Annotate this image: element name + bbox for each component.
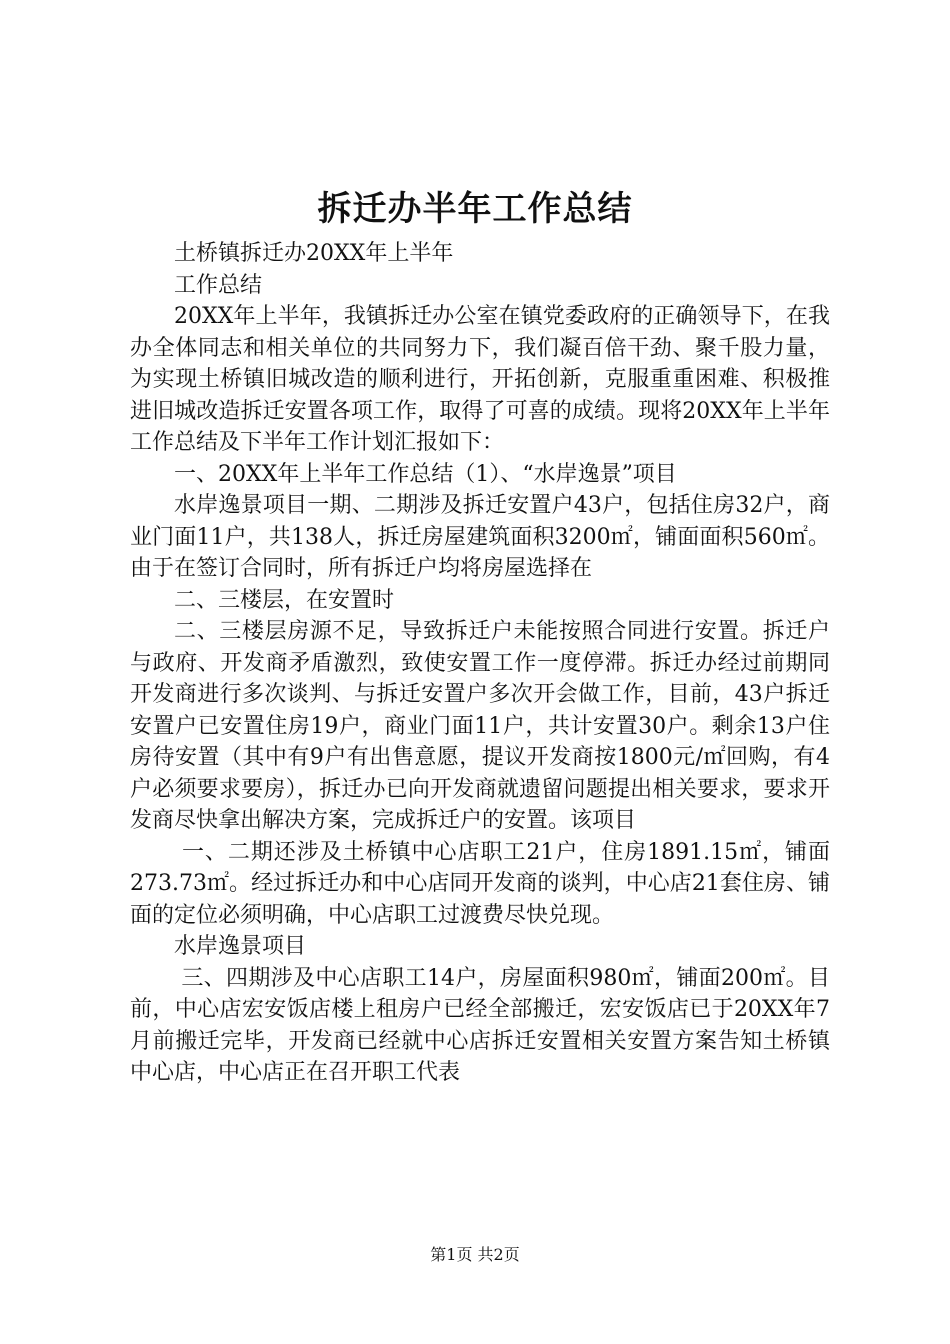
document-title: 拆迁办半年工作总结 [317,189,633,229]
document-body [130,238,830,1089]
paragraph: 水岸逸景项目 [174,934,307,959]
paragraph: 二、三楼层房源不足，导致拆迁户未能按照合同进行安置。拆迁户与政府、开发商矛盾激烈，致使安置工作一度停滞。拆迁办经过前期同开发商进行多次谈判、与拆迁安置户多次开会做工作，目前，43户拆迁安置户已安置住房19户，商业门面11户，共计安置30户。剩余13户住房待安置（其中有9户有出售意愿，提议开发商按1800元/㎡回购，有4户必须要求要房），拆迁办已向开发商就遗留问题提出相关要求，要求开发商尽快拿出解决方案，完成拆迁户的安置。该项目 [130,619,830,833]
paragraph: 二、三楼层，在安置时 [174,587,395,613]
paragraph: 水岸逸景项目一期、二期涉及拆迁安置户43户，包括住房32户，商业门面11户，共138人，拆迁房屋建筑面积3200㎡，铺面面积560㎡。由于在签订合同时，所有拆迁户均将房屋选择在 [130,493,830,581]
paragraph: 一、20XX年上半年工作总结（1）、“水岸逸景”项目 [174,461,677,487]
page-footer: 第1页 共2页 [430,1245,520,1264]
paragraph: 土桥镇拆迁办20XX年上半年 [174,241,454,266]
paragraph: 20XX年上半年，我镇拆迁办公室在镇党委政府的正确领导下，在我办全体同志和相关单位的共同努力下，我们凝百倍干劲、聚千股力量，为实现土桥镇旧城改造的顺利进行，开拓创新，克服重重困难、积极推进旧城改造拆迁安置各项工作，取得了可喜的成绩。现将20XX年上半年工作总结及下半年工作计划汇报如下： [130,304,830,455]
paragraph: 一、二期还涉及土桥镇中心店职工21户，住房1891.15㎡，铺面273.73㎡。经过拆迁办和中心店同开发商的谈判，中心店21套住房、铺面的定位必须明确，中心店职工过渡费尽快兑现。 [130,839,830,928]
paragraph: 工作总结 [174,272,263,298]
paragraph: 三、四期涉及中心店职工14户，房屋面积980㎡，铺面200㎡。目前，中心店宏安饭店楼上租房户已经全部搬迁，宏安饭店已于20XX年7月前搬迁完毕，开发商已经就中心店拆迁安置相关安置方案告知土桥镇中心店，中心店正在召开职工代表 [130,965,830,1085]
